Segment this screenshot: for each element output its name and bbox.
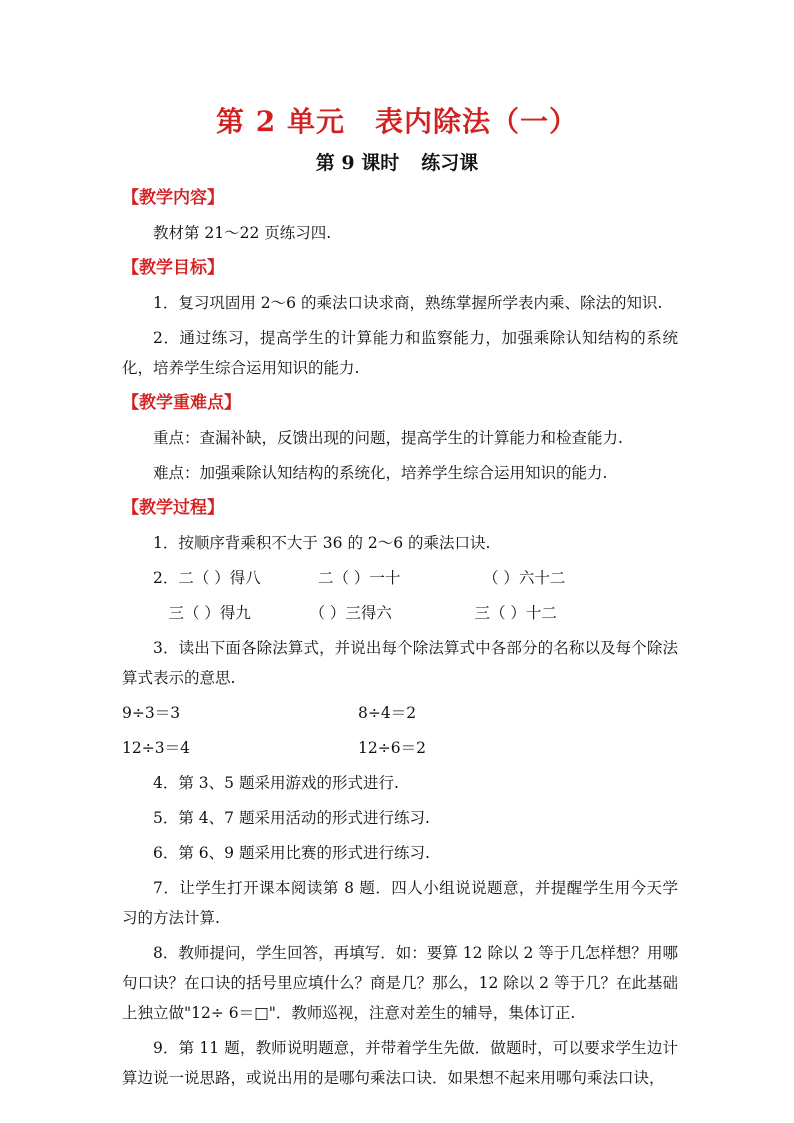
process-step-1: 1．按顺序背乘积不大于 36 的 2～6 的乘法口诀. bbox=[153, 534, 491, 552]
lesson-type: 练习课 bbox=[421, 152, 479, 174]
page-title bbox=[0, 100, 794, 140]
equation-row-2 bbox=[122, 733, 678, 763]
fill-blank-item: 二（ ）一十 bbox=[318, 569, 401, 587]
keypoint-important: 重点：查漏补缺，反馈出现的问题，提高学生的计算能力和检查能力. bbox=[153, 429, 623, 447]
document-body bbox=[122, 183, 678, 1098]
lesson-subtitle bbox=[0, 148, 794, 175]
process-step-4: 4．第 3、5 题采用游戏的形式进行. bbox=[153, 774, 399, 792]
process-step-5: 5．第 4、7 题采用活动的形式进行练习. bbox=[153, 809, 430, 827]
goal-item-1: 1．复习巩固用 2～6 的乘法口诀求商，熟练掌握所学表内乘、除法的知识. bbox=[153, 294, 663, 312]
equation-row-1 bbox=[122, 698, 678, 728]
unit-name: 表内除法（一） bbox=[374, 105, 578, 138]
equation: 12÷3＝4 bbox=[122, 739, 190, 757]
section-heading-content: 【教学内容】 bbox=[122, 188, 224, 208]
equation: 9÷3＝3 bbox=[122, 704, 181, 722]
lesson-number: 第 9 课时 bbox=[315, 152, 400, 174]
process-step-6: 6．第 6、9 题采用比赛的形式进行练习. bbox=[153, 844, 430, 862]
process-step-3: 3．读出下面各除法算式，并说出每个除法算式中各部分的名称以及每个除法算式表示的意思. bbox=[122, 639, 678, 687]
equation: 8÷4＝2 bbox=[358, 704, 417, 722]
fill-blank-item: （ ）六十二 bbox=[483, 569, 566, 587]
process-step-2-row-1 bbox=[122, 563, 678, 593]
process-step-8: 8．教师提问，学生回答，再填写．如：要算 12 除以 2 等于几怎样想？用哪句口诀？在口诀的括号里应填什么？商是几？那么，12 除以 2 等于几？在此基础上独立做"12÷ 6＝□"．教师巡视，注意对差生的辅导，集体订正. bbox=[122, 944, 678, 1022]
process-step-9: 9．第 11 题，教师说明题意，并带着学生先做．做题时，可以要求学生边计算边说一说思路，或说出用的是哪句乘法口诀．如果想不起来用哪句乘法口诀， bbox=[122, 1039, 678, 1087]
goal-item-2: 2．通过练习，提高学生的计算能力和监察能力，加强乘除认知结构的系统化，培养学生综合运用知识的能力. bbox=[122, 329, 678, 377]
content-text: 教材第 21～22 页练习四. bbox=[153, 224, 332, 242]
fill-blank-item: 三（ ）得九 bbox=[168, 604, 251, 622]
section-heading-process: 【教学过程】 bbox=[122, 498, 224, 518]
section-heading-goals: 【教学目标】 bbox=[122, 258, 224, 278]
unit-label: 第 2 单元 bbox=[216, 105, 345, 138]
keypoint-difficult: 难点：加强乘除认知结构的系统化，培养学生综合运用知识的能力. bbox=[153, 464, 608, 482]
process-step-7: 7．让学生打开课本阅读第 8 题．四人小组说说题意，并提醒学生用今天学习的方法计算. bbox=[122, 879, 678, 927]
fill-blank-item: （ ）三得六 bbox=[309, 604, 392, 622]
equation: 12÷6＝2 bbox=[358, 739, 426, 757]
fill-blank-item: 2．二（ ）得八 bbox=[153, 569, 261, 587]
fill-blank-item: 三（ ）十二 bbox=[474, 604, 557, 622]
process-step-2-row-2 bbox=[122, 598, 678, 628]
section-heading-keypoints: 【教学重难点】 bbox=[122, 393, 241, 413]
